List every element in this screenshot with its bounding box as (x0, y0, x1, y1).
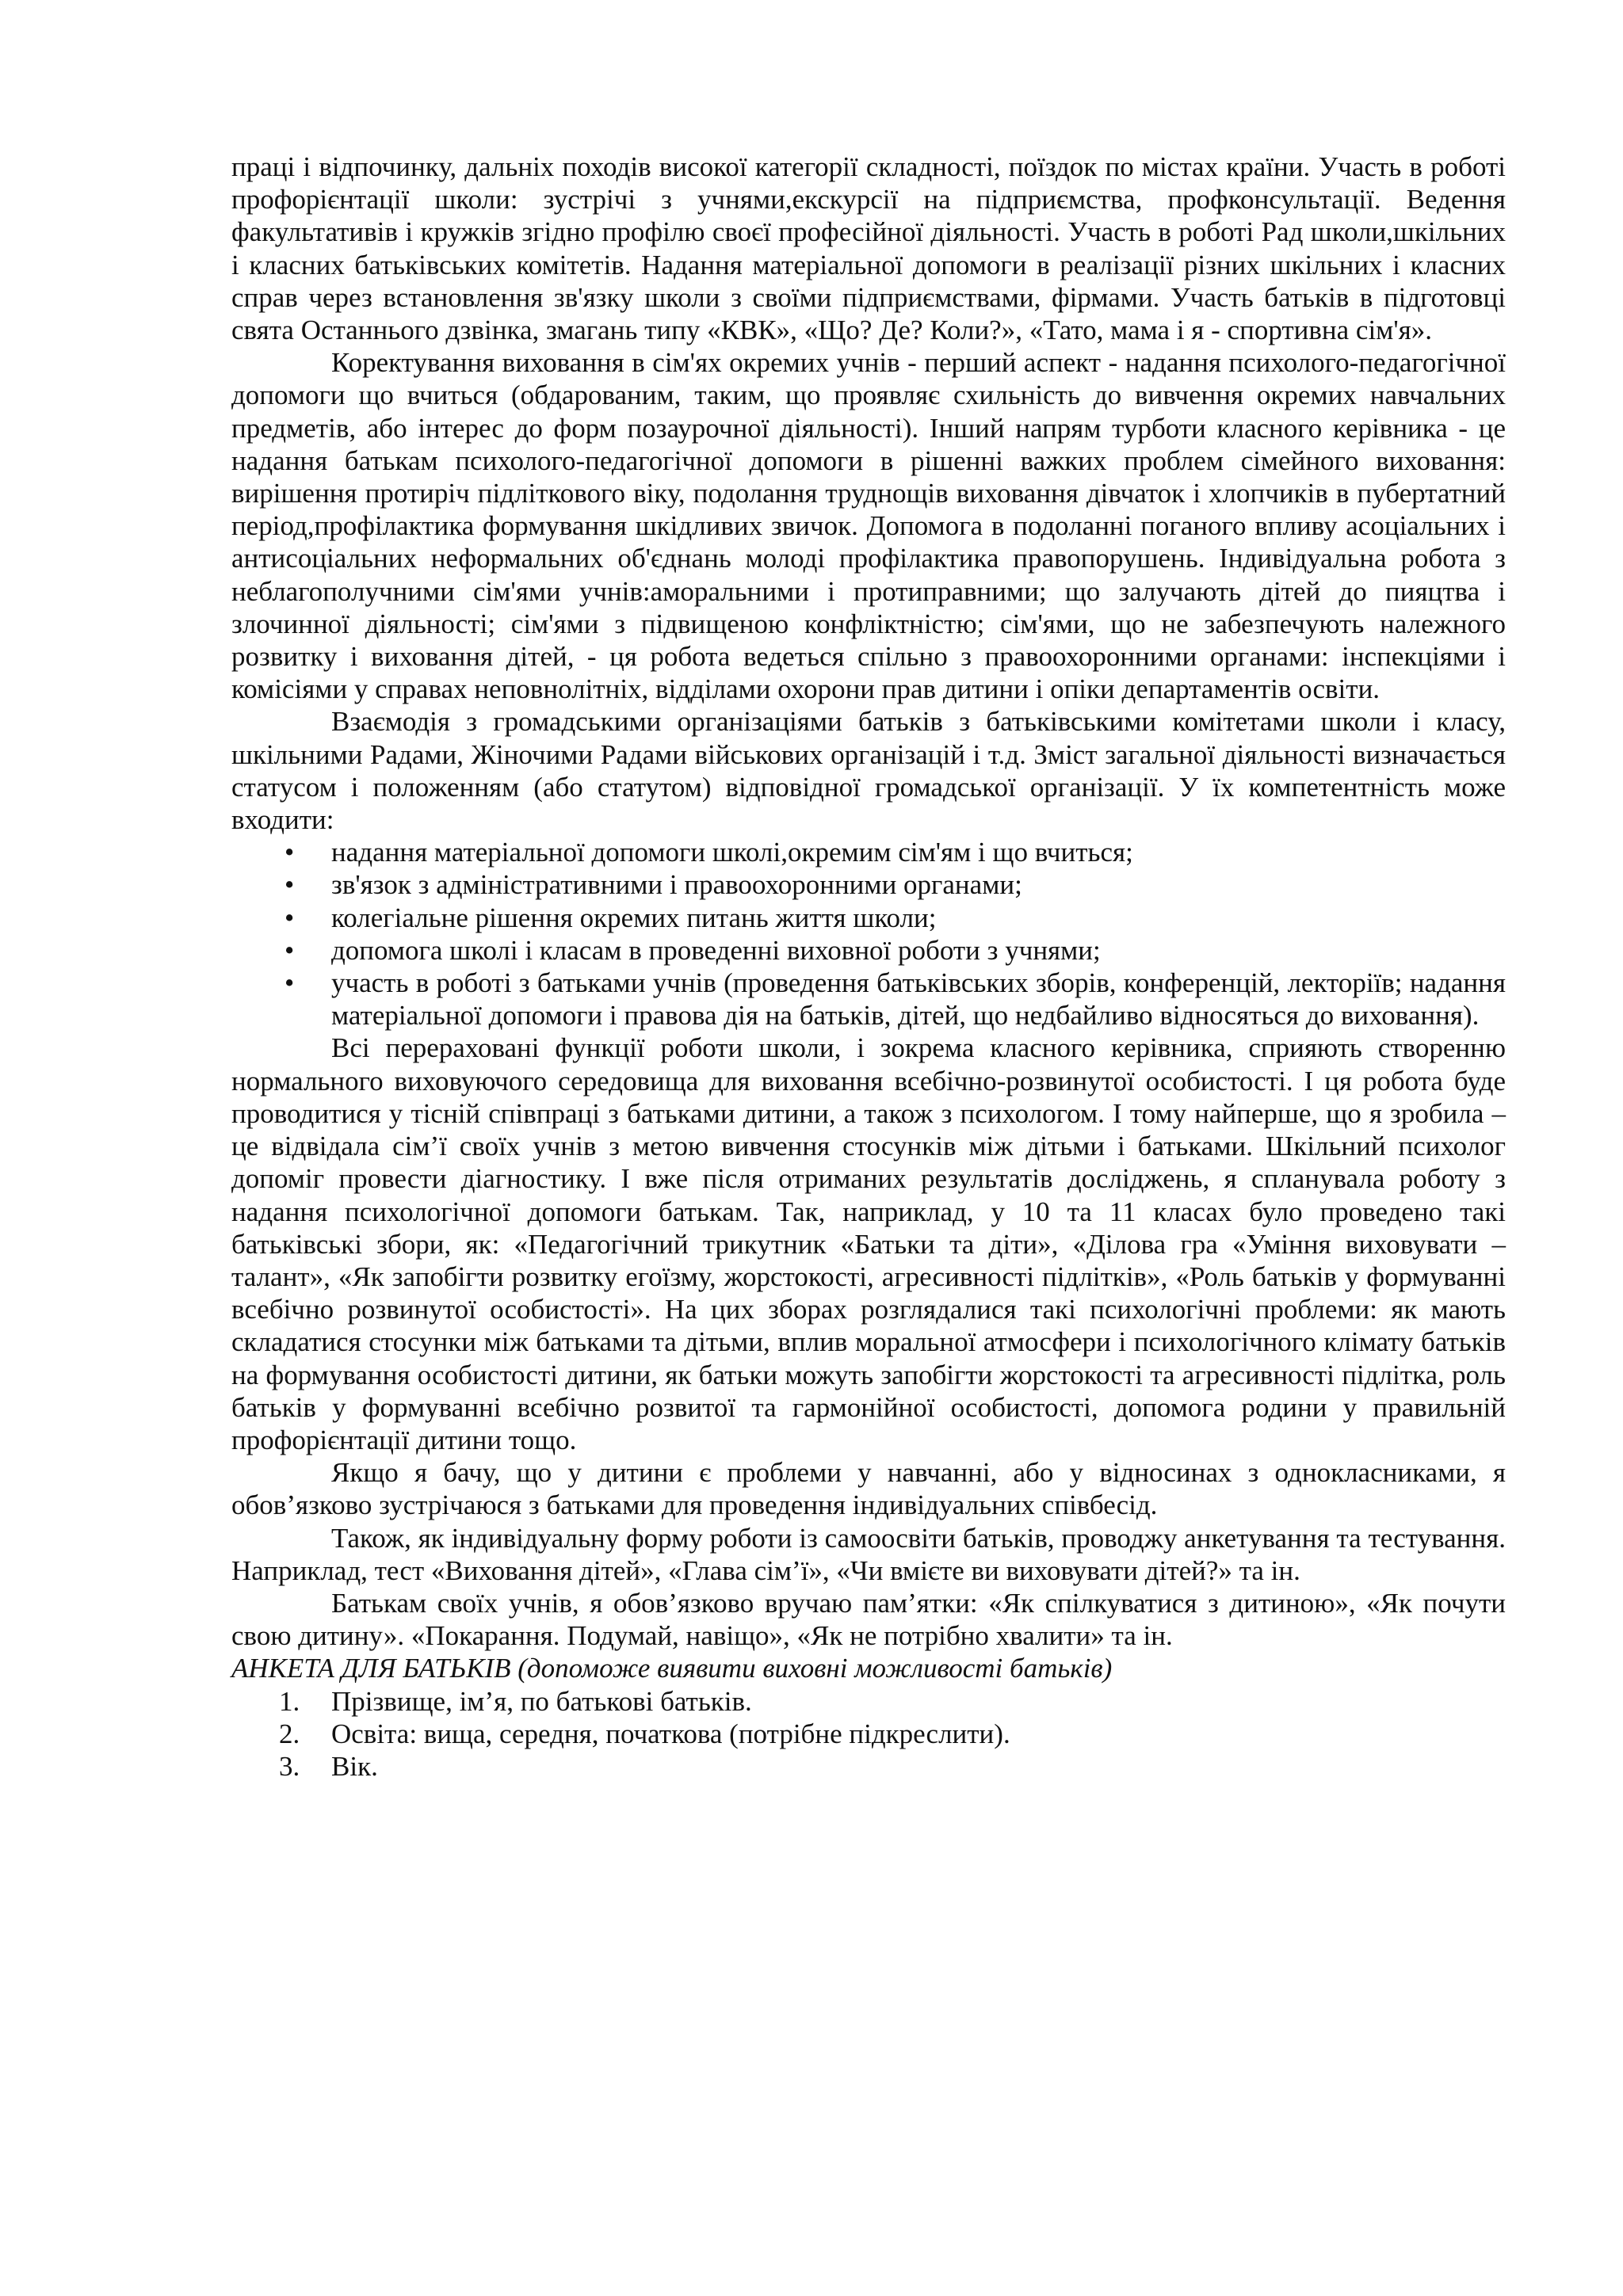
paragraph-public-organizations: Взаємодія з громадськими організаціями батьків з батьківськими комітетами школи і класу, шкільними Радами, Жіночими Радами військових організацій і т.д. Зміст загальної діяльності визначається статусом і положенням (або статутом) відповідної громадської організації. У їх компетентність може входити: (231, 706, 1506, 836)
paragraph-school-functions: Всі перераховані функції роботи школи, і зокрема класного керівника, сприяють створенню нормального виховуючого середовища для виховання всебічно-розвинутої особистості. І ця робота буде проводитися у тісній співпраці з батьками дитини, а також з психологом. І тому найперше, що я зробила – це відвідала сім’ї своїх учнів з метою вивчення стосунків між дітьми і батьками. Шкільний психолог допоміг провести діагностику. І вже після отриманих результатів досліджень, я спланувала роботу з надання психологічної допомоги батькам. Так, наприклад, у 10 та 11 класах було проведено такі батьківські збори, як: «Педагогічний трикутник «Батьки та діти», «Ділова гра «Уміння виховувати – талант», «Як запобігти розвитку егоїзму, жорстокості, агресивності підлітків», «Роль батьків у формуванні всебічно розвинутої особистості». На цих зборах розглядалися такі психологічні проблеми: як мають складатися стосунки між батьками та дітьми, вплив моральної атмосфери і психологічного клімату батьків на формування особистості дитини, як батьки можуть запобігти жорстокості та агресивності підлітка, роль батьків у формуванні всебічно розвитої та гармонійної особистості, допомога родини у правильній профорієнтації дитини тощо. (231, 1032, 1506, 1455)
paragraph-surveys: Також, як індивідуальну форму роботи із самоосвіти батьків, проводжу анкетування та тестування. Наприклад, тест «Виховання дітей», «Глава сім’ї», «Чи вмієте ви виховувати дітей?» та ін. (231, 1522, 1506, 1586)
list-item-text: колегіальне рішення окремих питань життя школи; (331, 902, 937, 933)
item-text: Прізвище, ім’я, по батькові батьків. (331, 1685, 752, 1717)
paragraph-family-correction: Коректування виховання в сім'ях окремих учнів - перший аспект - надання психолого-педагогічної допомоги що вчиться (обдарованим, таким, що проявляє схильність до вивчення окремих навчальних предметів, або інтерес до форм позаурочної діяльності). Інший напрям турботи класного керівника - це надання батькам психолого-педагогічної допомоги в рішенні важких проблем сімейного виховання: вирішення протиріч підліткового віку, подолання труднощів виховання дівчаток і хлопчиків в пубертатний період,профілактика формування шкідливих звичок. Допомога в подоланні поганого впливу асоціальних і антисоціальних неформальних об'єднань молоді профілактика правопорушень. Індивідуальна робота з неблагополучними сім'ями учнів:аморальними і протиправними; що залучають дітей до пияцтва і злочинної діяльності; сім'ями з підвищеною конфліктністю; сім'ями, що не забезпечують належного розвитку і виховання дітей, - ця робота ведеться спільно з правоохоронними органами: інспекціями і комісіями у справах неповнолітніх, відділами охорони прав дитини і опіки департаментів освіти. (231, 347, 1506, 705)
bullet-icon: • (285, 837, 295, 868)
list-item-text: участь в роботі з батьками учнів (проведення батьківських зборів, конференцій, лекторіїв; надання матеріальної допомоги і правова дія на батьків, дітей, що недбайливо відносяться до виховання). (331, 967, 1506, 1032)
questionnaire-item (231, 1750, 1506, 1783)
questionnaire-item (231, 1685, 1506, 1718)
bullet-icon: • (285, 902, 295, 933)
competence-list (231, 836, 1506, 1032)
list-item-text: допомога школі і класам в проведенні виховної роботи з учнями; (331, 934, 1101, 966)
item-number: 1. (279, 1685, 300, 1717)
item-text: Освіта: вища, середня, початкова (потрібне підкреслити). (331, 1718, 1010, 1749)
bullet-icon: • (285, 967, 295, 999)
item-number: 2. (279, 1718, 300, 1749)
paragraph-continuation: праці і відпочинку, дальніх походів високої категорії складності, поїздок по містах країни. Участь в роботі профорієнтації школи: зустрічі з учнями,екскурсії на підприємства, профконсультації. Ведення факультативів і кружків згідно профілю своєї професійної діяльності. Участь в роботі Рад школи,шкільних і класних батьківських комітетів. Надання матеріальної допомоги в реалізації різних шкільних і класних справ через встановлення зв'язку школи з своїми підприємствами, фірмами. Участь батьків в підготовці свята Останнього дзвінка, змагань типу «КВК», «Що? Де? Коли?», «Тато, мама і я - спортивна сім'я». (231, 151, 1506, 346)
list-item (231, 868, 1506, 901)
bullet-icon: • (285, 869, 295, 901)
questionnaire-item (231, 1718, 1506, 1750)
paragraph-memos: Батькам своїх учнів, я обов’язково вручаю пам’ятки: «Як спілкуватися з дитиною», «Як почути свою дитину». «Покарання. Подумай, навіщо», «Як не потрібно хвалити» та ін. (231, 1587, 1506, 1652)
item-text: Вік. (331, 1750, 378, 1782)
questionnaire-list (231, 1685, 1506, 1783)
list-item (231, 967, 1506, 1032)
item-number: 3. (279, 1750, 300, 1782)
paragraph-individual-meetings: Якщо я бачу, що у дитини є проблеми у навчанні, або у відносинах з однокласниками, я обов’язково зустрічаюся з батьками для проведення індивідуальних співбесід. (231, 1457, 1506, 1521)
list-item-text: надання матеріальної допомоги школі,окремим сім'ям і що вчиться; (331, 837, 1133, 868)
bullet-icon: • (285, 934, 295, 966)
list-item (231, 934, 1506, 967)
questionnaire-title: АНКЕТА ДЛЯ БАТЬКІВ (допоможе виявити виховні можливості батьків) (231, 1653, 1113, 1684)
list-item (231, 836, 1506, 868)
list-item (231, 902, 1506, 934)
list-item-text: зв'язок з адміністративними і правоохоронними органами; (331, 869, 1022, 901)
document-page (231, 151, 1506, 1783)
